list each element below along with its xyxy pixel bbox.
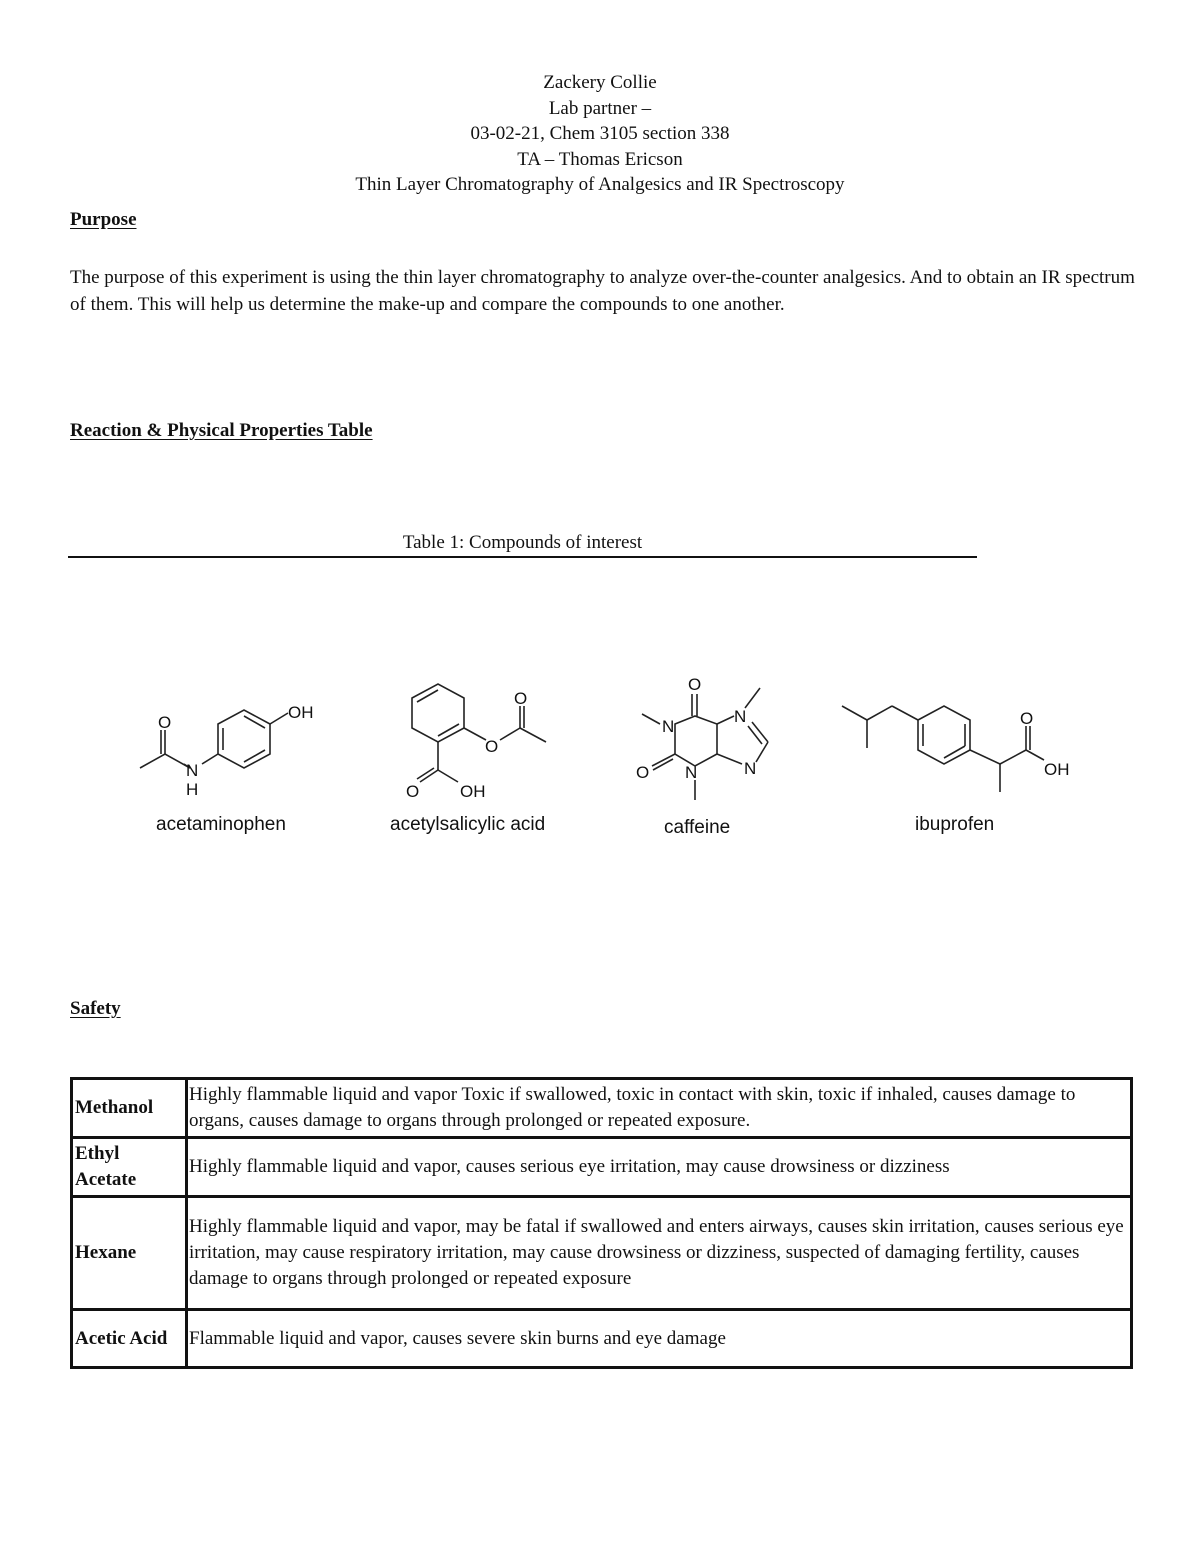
author-name: Zackery Collie [543,72,657,93]
atom-label: O [1020,709,1034,728]
hazard-description: Highly flammable liquid and vapor, causes serious eye irritation, may cause drowsiness or dizziness [187,1138,1132,1197]
ibuprofen-structure [842,706,1070,835]
chemical-name: Hexane [72,1197,187,1310]
atom-label: N [685,763,698,782]
table-row [72,1197,1132,1310]
document-header [0,70,1200,198]
purpose-heading: Purpose [70,209,137,230]
atom-label: N [744,759,757,778]
compound-name: ibuprofen [915,814,995,835]
compound-name: acetaminophen [156,814,286,835]
atom-label: N [662,717,675,736]
atom-label: OH [1044,760,1070,779]
chemical-name: Acetic Acid [72,1310,187,1368]
compound-name: acetylsalicylic acid [390,814,546,835]
date-course: 03-02-21, Chem 3105 section 338 [470,123,730,144]
table-row [72,1138,1132,1197]
hazard-description: Highly flammable liquid and vapor Toxic if swallowed, toxic in contact with skin, toxic if inhaled, causes damage to organs, causes damage to organs through prolonged or repeated exposure. [187,1079,1132,1138]
atom-label: O [514,689,528,708]
atom-label: H [186,780,199,799]
atom-label: N [734,707,747,726]
atom-label: O [158,713,172,732]
table-row [72,1079,1132,1138]
atom-label: N [186,761,199,780]
atom-label: OH [288,703,314,722]
chemical-name: Methanol [72,1079,187,1138]
hazard-description: Flammable liquid and vapor, causes severe skin burns and eye damage [187,1310,1132,1368]
purpose-paragraph: The purpose of this experiment is using the thin layer chromatography to analyze over-the-counter analgesics. And to obtain an IR spectrum of them. This will help us determine the make-up and compare the compounds to one another. [70,267,1135,315]
atom-label: O [406,782,420,801]
safety-heading: Safety [70,998,121,1019]
compound-structures [120,660,1100,860]
atom-label: O [485,737,499,756]
compound-name: caffeine [664,817,731,838]
ta-name: TA – Thomas Ericson [517,148,683,170]
lab-partner: Lab partner – [548,97,652,119]
acetylsalicylic-acid-structure [390,684,546,835]
caffeine-structure [636,675,768,838]
table-row [72,1310,1132,1368]
safety-table [70,1077,1133,1369]
atom-label: OH [460,782,486,801]
table-caption: Table 1: Compounds of interest [68,530,977,558]
chemical-name: Ethyl Acetate [72,1138,187,1197]
acetaminophen-structure [140,703,314,835]
atom-label: O [688,675,702,694]
properties-heading: Reaction & Physical Properties Table [70,420,373,441]
hazard-description: Highly flammable liquid and vapor, may be fatal if swallowed and enters airways, causes skin irritation, causes serious eye irritation, may cause respiratory irritation, may cause drowsiness or dizziness, suspected of damaging fertility, causes damage to organs through prolonged or repeated exposure [187,1197,1132,1310]
document-title: Thin Layer Chromatography of Analgesics and IR Spectroscopy [355,174,845,195]
atom-label: O [636,763,650,782]
